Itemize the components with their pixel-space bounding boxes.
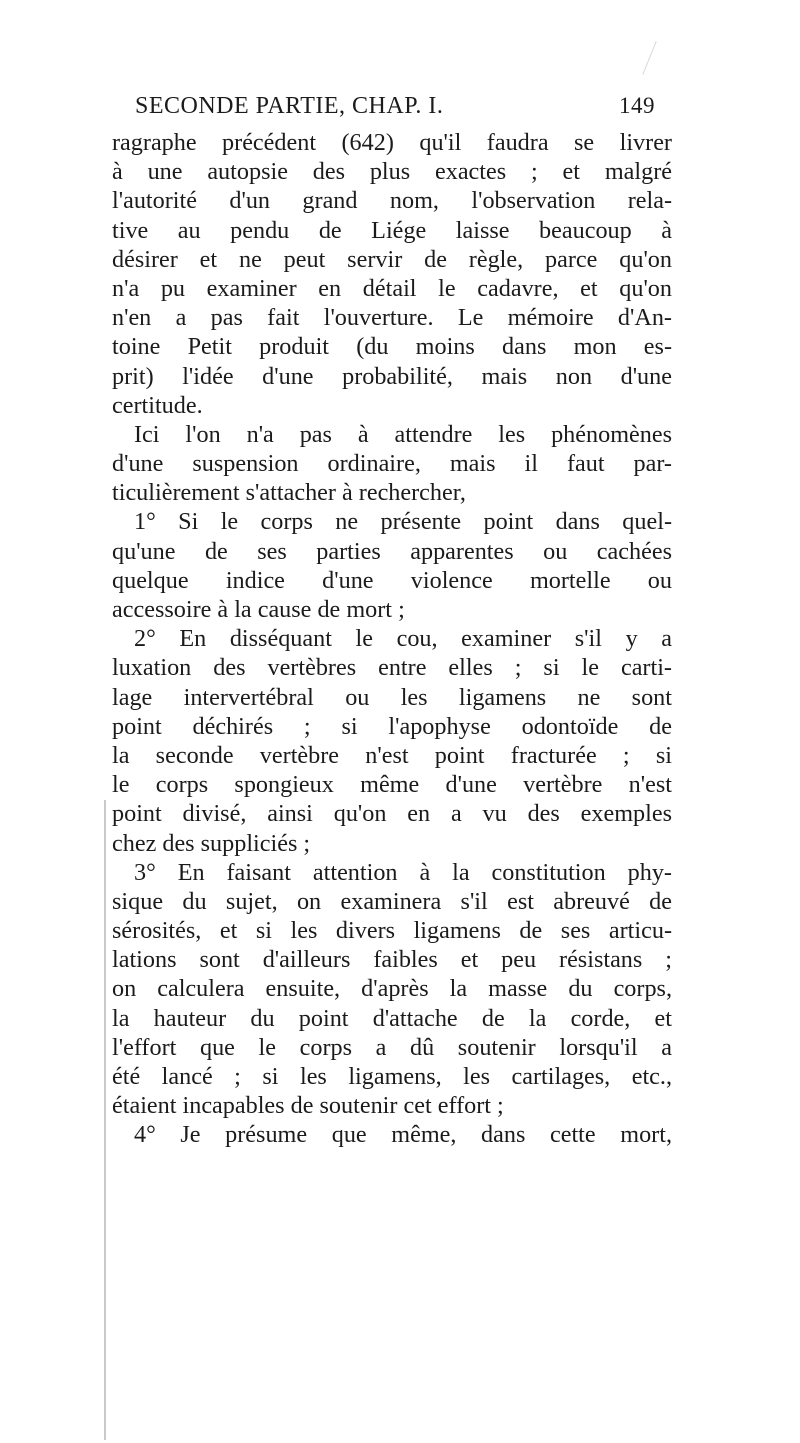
text-line: l'autorité d'un grand nom, l'observation rela- — [112, 187, 672, 215]
running-title: SECONDE PARTIE, CHAP. I. — [135, 93, 444, 119]
text-line: point divisé, ainsi qu'on en a vu des exemples — [112, 800, 672, 828]
page-edge-shadow — [104, 800, 106, 1440]
text-line: n'en a pas fait l'ouverture. Le mémoire d'An- — [112, 304, 672, 332]
text-line: l'effort que le corps a dû soutenir lorsqu'il a — [112, 1033, 672, 1061]
text-line: quelque indice d'une violence mortelle ou — [112, 566, 672, 594]
text-line: la seconde vertèbre n'est point fracturée ; si — [112, 741, 672, 769]
text-line: le corps spongieux même d'une vertèbre n'est — [112, 771, 672, 799]
text-line: qu'une de ses parties apparentes ou cachées — [112, 537, 672, 565]
text-line: la hauteur du point d'attache de la corde, et — [112, 1004, 672, 1032]
body-text — [112, 128, 672, 1150]
text-line: 1° Si le corps ne présente point dans quel- — [134, 508, 672, 536]
text-line: n'a pu examiner en détail le cadavre, et qu'on — [112, 274, 672, 302]
text-line: point déchirés ; si l'apophyse odontoïde de — [112, 712, 672, 740]
scan-mark — [642, 41, 656, 75]
text-line: tive au pendu de Liége laisse beaucoup à — [112, 216, 672, 244]
text-line: ticulièrement s'attacher à rechercher, — [112, 479, 466, 507]
text-line: été lancé ; si les ligamens, les cartilages, etc., — [112, 1063, 672, 1090]
text-line: toine Petit produit (du moins dans mon es- — [112, 333, 672, 361]
text-line: sique du sujet, on examinera s'il est abreuvé de — [112, 887, 672, 915]
text-line: luxation des vertèbres entre elles ; si le carti- — [112, 654, 672, 682]
text-line: à une autopsie des plus exactes ; et malgré — [112, 158, 672, 186]
text-line: chez des suppliciés ; — [112, 829, 311, 857]
text-line: Ici l'on n'a pas à attendre les phénomènes — [134, 420, 672, 448]
text-line: accessoire à la cause de mort ; — [112, 596, 405, 623]
text-line: lations sont d'ailleurs faibles et peu résistans ; — [112, 946, 672, 974]
text-line: certitude. — [112, 391, 203, 419]
text-line: 2° En disséquant le cou, examiner s'il y a — [134, 625, 672, 653]
text-line: prit) l'idée d'une probabilité, mais non d'une — [112, 362, 672, 390]
text-line: 4° Je présume que même, dans cette mort, — [134, 1121, 672, 1149]
text-line: d'une suspension ordinaire, mais il faut par- — [112, 450, 672, 478]
text-line: on calculera ensuite, d'après la masse du corps, — [112, 975, 672, 1003]
text-line: lage intervertébral ou les ligamens ne sont — [112, 683, 672, 711]
text-line: désirer et ne peut servir de règle, parce qu'on — [112, 245, 672, 273]
text-line: ragraphe précédent (642) qu'il faudra se livrer — [112, 129, 672, 156]
text-line: 3° En faisant attention à la constitution phy- — [134, 858, 672, 886]
page-header — [135, 93, 655, 121]
text-line: sérosités, et si les divers ligamens de ses articu- — [112, 917, 672, 945]
text-line: étaient incapables de soutenir cet effort ; — [112, 1092, 504, 1120]
page-number: 149 — [619, 93, 655, 118]
